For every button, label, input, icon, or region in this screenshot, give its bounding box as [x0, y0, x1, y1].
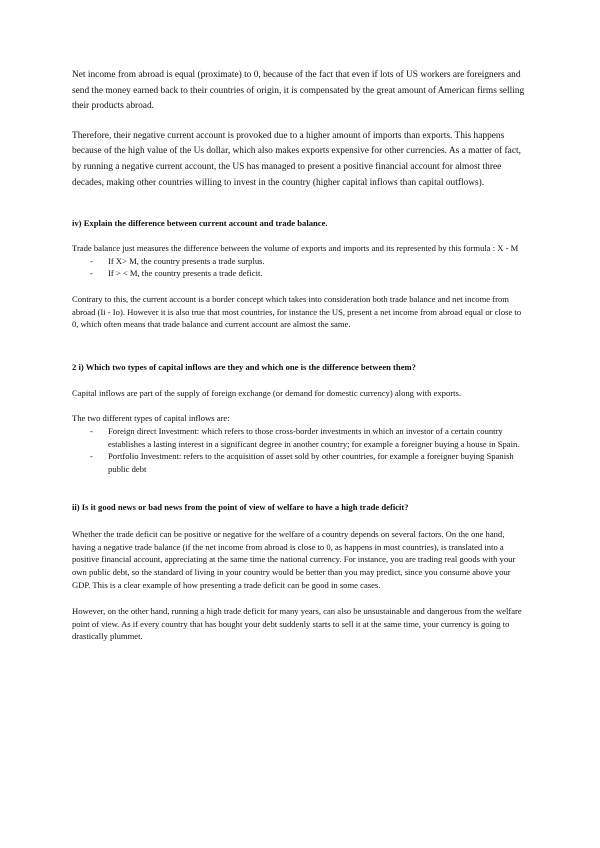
heading-section-ii: ii) Is it good news or bad news from the point of view of welfare to have a high trade deficit? [72, 502, 409, 513]
list-item: - Foreign direct Investment: which refers to those cross-border investments in which an investor of a certain country establishes a lasting interest in a significant degree in another country; for example a foreigner buying a house in Spain. [90, 425, 520, 449]
paragraph-trade-deficit-negative: However, on the other hand, running a high trade deficit for many years, can also be unsustainable and dangerous from the welfare point of view. As if every country that has bought your debt suddenly starts to sell it at the same time, your currency is going to drastically plummet. [72, 606, 522, 642]
bullet-dash: - [90, 425, 93, 436]
capital-inflows-list [72, 425, 528, 475]
paragraph-trade-deficit-positive: Whether the trade deficit can be positive or negative for the welfare of a country depends on several factors. On the one hand, having a negative trade balance (if the net income from abroad is close to 0, as happens in most countries), is translated into a positive financial account, appreciating at the same time the national currency. For instance, you are trading real goods with your own public debt, so the standard of living in your country would be better than you may predict, since you consume above your GDP. This is a clear example of how presenting a trade deficit can be good in some cases. [72, 529, 516, 590]
bullet-dash: - [90, 255, 93, 266]
paragraph-current-account: Therefore, their negative current account is provoked due to a higher amount of imports than exports. This happens because of the high value of the Us dollar, which also makes exports expensive for other currencies. As a matter of fact, by running a negative current account, the US has managed to present a positive financial account for almost three decades, making other countries willing to invest in the country (higher capital inflows than capital outflows). [72, 130, 521, 188]
paragraph-capital-inflows-list-intro: The two different types of capital inflows are: [72, 413, 230, 424]
paragraph-capital-inflows-intro: Capital inflows are part of the supply of foreign exchange (or demand for domestic currency) along with exports. [72, 387, 461, 398]
bullet-dash: - [90, 268, 93, 279]
paragraph-net-income: Net income from abroad is equal (proximate) to 0, because of the fact that even if lots of US workers are foreigners and send the money earned back to their countries of origin, it is compensated by the great amount of American firms selling their products abroad. [72, 70, 525, 112]
document-page [72, 68, 528, 643]
paragraph-current-account-concept: Contrary to this, the current account is a border concept which takes into consideration both trade balance and net income from abroad (Ii - Io). However it is also true that most countries, for instance the US, present a net income from abroad equal or close to 0, which often means that trade balance and current account are almost the same. [72, 293, 522, 330]
heading-section-iv: iv) Explain the difference between current account and trade balance. [72, 218, 328, 229]
bullet-dash: - [90, 451, 93, 462]
list-item: - Portfolio Investment: refers to the acquisition of asset sold by other countries, for example a foreigner buying Spanish public debt [90, 451, 514, 474]
heading-section-2i: 2 i) Which two types of capital inflows are they and which one is the difference between them? [72, 361, 416, 372]
list-item: - If X> M, the country presents a trade surplus. [90, 255, 265, 266]
trade-balance-list [72, 255, 528, 280]
list-item: - If > < M, the country presents a trade deficit. [90, 268, 263, 279]
paragraph-trade-balance-intro: Trade balance just measures the difference between the volume of exports and imports and its represented by this formula : X - M [72, 243, 519, 254]
